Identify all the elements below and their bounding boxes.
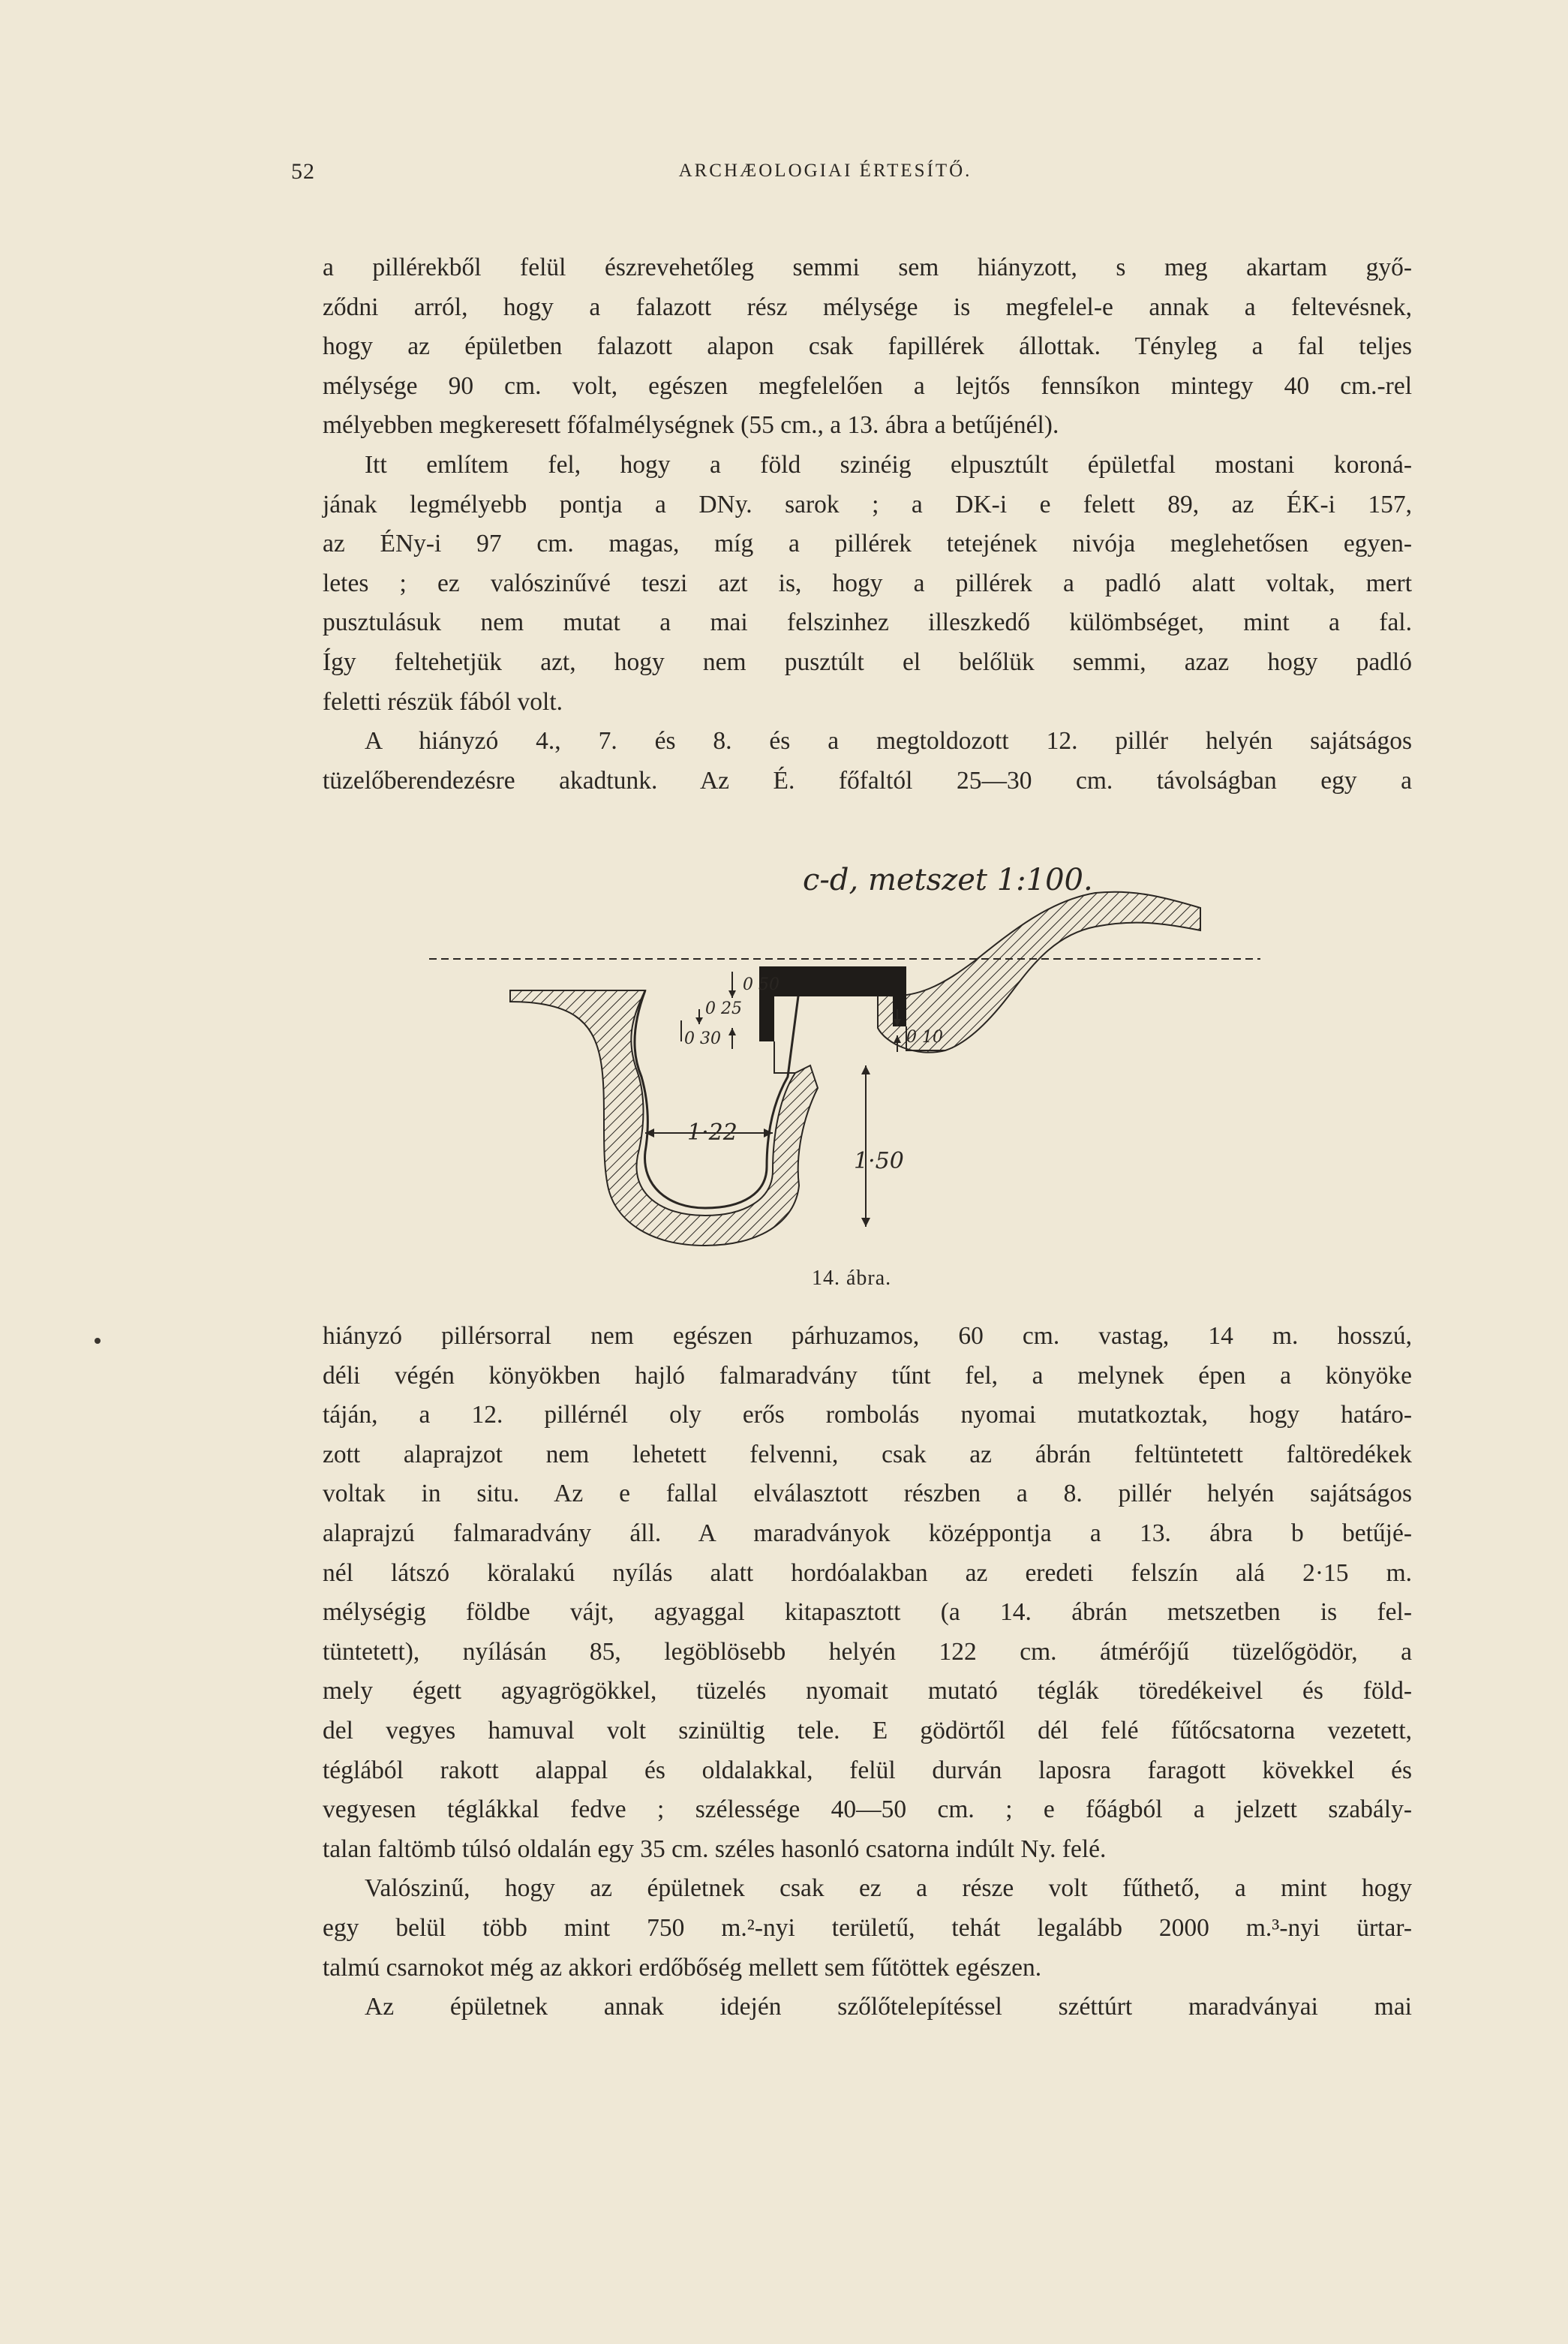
text-line: hiányzó pillérsorral nem egészen párhuzamos, 60 cm. vastag, 14 m. hosszú,	[323, 1322, 1412, 1350]
text-line: pusztulásuk nem mutat a mai felszinhez illeszkedő külömbséget, mint a fal.	[323, 609, 1412, 637]
text-line: voltak in situ. Az e fallal elválasztott részben a 8. pillér helyén sajátságos	[323, 1480, 1412, 1508]
text-line: tüzelőberendezésre akadtunk. Az É. főfaltól 25—30 cm. távolságban egy a	[323, 766, 1412, 795]
text-line: vegyesen téglákkal fedve ; szélessége 40—50 cm. ; e főágból a jelzett szabály-	[323, 1796, 1412, 1824]
cap-block-right	[893, 966, 906, 1026]
text-line: Valószinű, hogy az épületnek csak ez a része volt fűthető, a mint hogy	[365, 1874, 1412, 1903]
text-line: talmú csarnokot még az akkori erdőbőség mellett sem fűtöttek egészen.	[323, 1953, 1042, 1982]
page-number: 52	[291, 159, 315, 184]
dim-label-width: 1·22	[687, 1119, 737, 1146]
dim-label-depth: 1·50	[854, 1148, 904, 1174]
text-line: zott alaprajzot nem lehetett felvenni, csak az ábrán feltüntetett faltöredékek	[323, 1440, 1412, 1468]
margin-mark	[95, 1338, 101, 1344]
text-line: az ÉNy-i 97 cm. magas, míg a pillérek tetejének nivója meglehetősen egyen-	[323, 530, 1412, 558]
text-line: mélyebben megkeresett főfalmélységnek (55 cm., a 13. ábra a betűjénél).	[323, 411, 1059, 440]
figure-title: c-d, metszet 1:100.	[803, 863, 1093, 897]
text-line: déli végén könyökben hajló falmaradvány tűnt fel, a melynek épen a könyöke	[323, 1361, 1412, 1390]
text-block-bottom	[323, 1317, 1412, 2027]
dim-label-010: 0 10	[906, 1028, 943, 1047]
dim-label-025: 0 25	[705, 999, 742, 1018]
running-title: ARCHÆOLOGIAI ÉRTESÍTŐ.	[678, 161, 972, 181]
dim-label-030: 0 30	[684, 1029, 721, 1048]
dim-label-050: 0 50	[743, 975, 779, 994]
text-line: mélysége 90 cm. volt, egészen megfelelően a lejtős fennsíkon mintegy 40 cm.-rel	[323, 371, 1412, 400]
text-line: feletti részük fából volt.	[323, 687, 563, 716]
text-line: nél látszó köralakú nyílás alatt hordóalakban az eredeti felszín alá 2·15 m.	[323, 1558, 1412, 1587]
text-line: egy belül több mint 750 m.²-nyi területű, tehát legalább 2000 m.³-nyi ürtar-	[323, 1913, 1412, 1942]
text-line: ződni arról, hogy a falazott rész mélysége is megfelel-e annak a feltevésnek,	[323, 293, 1412, 321]
text-line: Így feltehetjük azt, hogy nem pusztúlt el belőlük semmi, azaz hogy padló	[323, 648, 1412, 676]
text-line: jának legmélyebb pontja a DNy. sarok ; a DK-i e felett 89, az ÉK-i 157,	[323, 490, 1412, 518]
text-line: A hiányzó 4., 7. és 8. és a megtoldozott 12. pillér helyén sajátságos	[365, 727, 1412, 756]
section-drawing	[420, 848, 1290, 1306]
figure-caption: 14. ábra.	[812, 1267, 892, 1290]
cap-block	[759, 966, 906, 996]
text-line: téglából rakott alappal és oldalakkal, felül durván laposra faragott kövekkel és	[323, 1756, 1412, 1784]
text-line: tüntetett), nyílásán 85, legöblösebb helyén 122 cm. átmérőjű tüzelőgödör, a	[323, 1637, 1412, 1666]
text-block-top	[323, 248, 1412, 801]
text-line: Itt említem fel, hogy a föld szinéig elpusztúlt épületfal mostani koroná-	[365, 450, 1412, 479]
text-line: del vegyes hamuval volt szinültig tele. E gödörtől dél felé fűtőcsatorna vezetett,	[323, 1716, 1412, 1744]
text-line: a pillérekből felül észrevehetőleg semmi sem hiányzott, s meg akartam győ-	[323, 254, 1412, 281]
text-line: mélységig földbe vájt, agyaggal kitapasztott (a 14. ábrán metszetben is fel-	[323, 1598, 1412, 1627]
text-line: talan faltömb túlsó oldalán egy 35 cm. széles hasonló csatorna indúlt Ny. felé.	[323, 1835, 1107, 1863]
text-line: alaprajzú falmaradvány áll. A maradványok középpontja a 13. ábra b betűjé-	[323, 1519, 1412, 1547]
section-figure	[420, 848, 1290, 1306]
text-line: hogy az épületben falazott alapon csak fapillérek állottak. Tényleg a fal teljes	[323, 332, 1412, 361]
text-line: Az épületnek annak idején szőlőtelepítéssel széttúrt maradványai mai	[365, 1993, 1412, 2021]
text-line: táján, a 12. pillérnél oly erős rombolás nyomai mutatkoztak, hogy határo-	[323, 1401, 1412, 1429]
text-line: mely égett agyagrögökkel, tüzelés nyomait mutató téglák töredékeivel és föld-	[323, 1677, 1412, 1705]
text-line: letes ; ez valószinűvé teszi azt is, hogy a pillérek a padló alatt voltak, mert	[323, 569, 1412, 597]
